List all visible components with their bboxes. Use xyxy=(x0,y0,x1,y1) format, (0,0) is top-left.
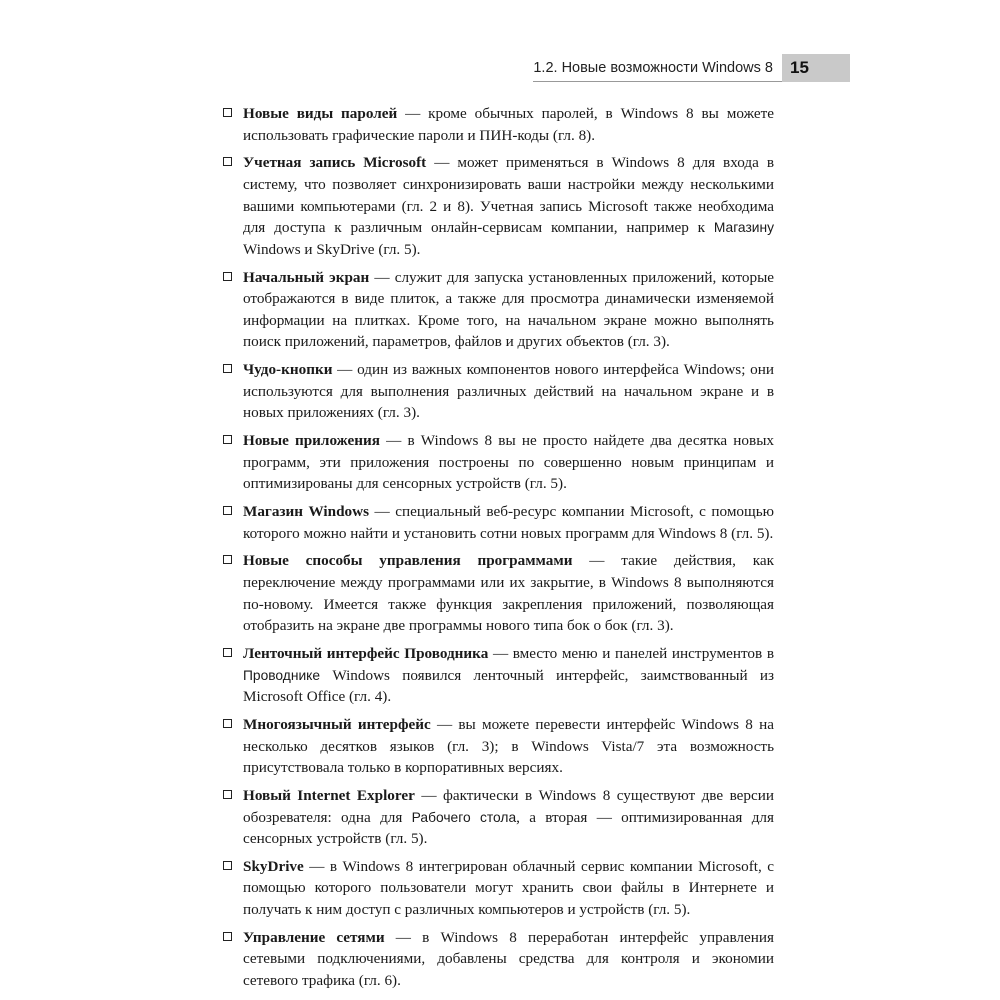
item-text: — специальный веб-ресурс компании Microsoft, с помощью которого можно найти и установить сотни новых программ для Windows 8 (гл. 5). xyxy=(243,503,774,542)
list-item xyxy=(222,267,774,353)
list-item xyxy=(222,927,774,992)
checkbox-bullet-icon xyxy=(223,272,232,281)
item-term: Новые приложения xyxy=(243,432,380,450)
item-term: Учетная запись Microsoft xyxy=(243,154,427,172)
list-item xyxy=(222,714,774,779)
list-item xyxy=(222,430,774,495)
running-head xyxy=(360,54,850,82)
item-term: Многоязычный интерфейс xyxy=(243,715,431,733)
item-text: — в Windows 8 вы не просто найдете два десятка новых программ, эти приложения построены по совершенно новым принципам и оптимизированы для сенсорных устройств (гл. 5). xyxy=(243,432,774,493)
item-text: — один из важных компонентов нового интерфейса Windows; они используются для выполнения различных действий на начальном экране и в новых приложениях (гл. 3). xyxy=(243,361,774,422)
checkbox-bullet-icon xyxy=(223,648,232,657)
item-term: Чудо-кнопки xyxy=(243,361,333,379)
item-term: Ленточный интерфейс Проводника xyxy=(243,644,489,662)
checkbox-bullet-icon xyxy=(223,364,232,373)
item-ui-term: Проводнике xyxy=(243,667,321,683)
item-text: — в Windows 8 интегрирован облачный сервис компании Microsoft, с помощью которого пользователи могут хранить свои файлы в Интернете и получать к ним доступ с различных компьютеров и устройств (гл. 5). xyxy=(243,857,774,919)
list-item xyxy=(222,359,774,424)
feature-list xyxy=(222,103,774,998)
list-item xyxy=(222,103,774,146)
checkbox-bullet-icon xyxy=(223,790,232,799)
item-text: — такие действия, как переключение между программами или их закрытие, в Windows 8 выполняются по-новому. Имеется также функция закрепления приложений, позволяющая отобразить на экране две программы нового типа бок о бок (гл. 3). xyxy=(243,552,774,635)
item-term: Управление сетями xyxy=(243,928,385,946)
checkbox-bullet-icon xyxy=(223,108,232,117)
list-item xyxy=(222,152,774,260)
page-number: 15 xyxy=(782,54,850,82)
checkbox-bullet-icon xyxy=(223,861,232,870)
item-ui-term: Магазину xyxy=(713,220,774,236)
section-title: 1.2. Новые возможности Windows 8 xyxy=(533,54,782,82)
item-text: — может применяться в Windows 8 для входа в систему, что позволяет синхронизировать ваши настройки между несколькими вашими компьютерами (гл. 2 и 8). Учетная запись Microsoft также необходима для доступа к различным онлайн-сервисам компании, например к xyxy=(243,154,775,237)
item-term: Новый Internet Explorer xyxy=(243,786,415,804)
item-text-continued: Windows появился ленточный интерфейс, заимствованный из Microsoft Office (гл. 4). xyxy=(243,666,774,706)
item-ui-term: Рабочего стола xyxy=(411,809,517,825)
checkbox-bullet-icon xyxy=(223,435,232,444)
checkbox-bullet-icon xyxy=(223,555,232,564)
item-text: — служит для запуска установленных приложений, которые отображаются в виде плиток, а также для просмотра динамически изменяемой информации на плитках. Кроме того, на начальном экране можно выполнять поиск приложений, параметров, файлов и других объектов (гл. 3). xyxy=(243,268,775,351)
item-term: Начальный экран xyxy=(243,268,370,286)
list-item xyxy=(222,785,774,850)
item-term: Магазин Windows xyxy=(243,503,370,521)
checkbox-bullet-icon xyxy=(223,932,232,941)
checkbox-bullet-icon xyxy=(223,719,232,728)
item-text: — фактически в Windows 8 существуют две версии обозревателя: одна для xyxy=(243,786,775,826)
item-term: Новые виды паролей xyxy=(243,105,398,122)
list-item xyxy=(222,856,774,921)
item-term: SkyDrive xyxy=(243,857,304,875)
item-text: — вы можете перевести интерфейс Windows 8 на несколько десятков языков (гл. 3); в Windows Vista/7 эта возможность присутствовала только в корпоративных версиях. xyxy=(243,715,774,777)
item-text: — кроме обычных паролей, в Windows 8 вы можете использовать графические пароли и ПИН-коды (гл. 8). xyxy=(243,105,774,144)
checkbox-bullet-icon xyxy=(223,157,232,166)
list-item xyxy=(222,550,774,636)
checkbox-bullet-icon xyxy=(223,506,232,515)
list-item xyxy=(222,501,774,544)
item-text: — в Windows 8 переработан интерфейс управления сетевыми подключениями, добавлены средства для контроля и экономии сетевого трафика (гл. 6). xyxy=(243,928,774,990)
item-text-continued: Windows и SkyDrive (гл. 5). xyxy=(243,240,421,258)
item-term: Новые способы управления программами xyxy=(243,552,573,570)
list-item xyxy=(222,643,774,708)
item-text-continued: , а вторая — оптимизированная для сенсорных устройств (гл. 5). xyxy=(243,808,774,848)
item-text: — вместо меню и панелей инструментов в xyxy=(488,644,774,662)
